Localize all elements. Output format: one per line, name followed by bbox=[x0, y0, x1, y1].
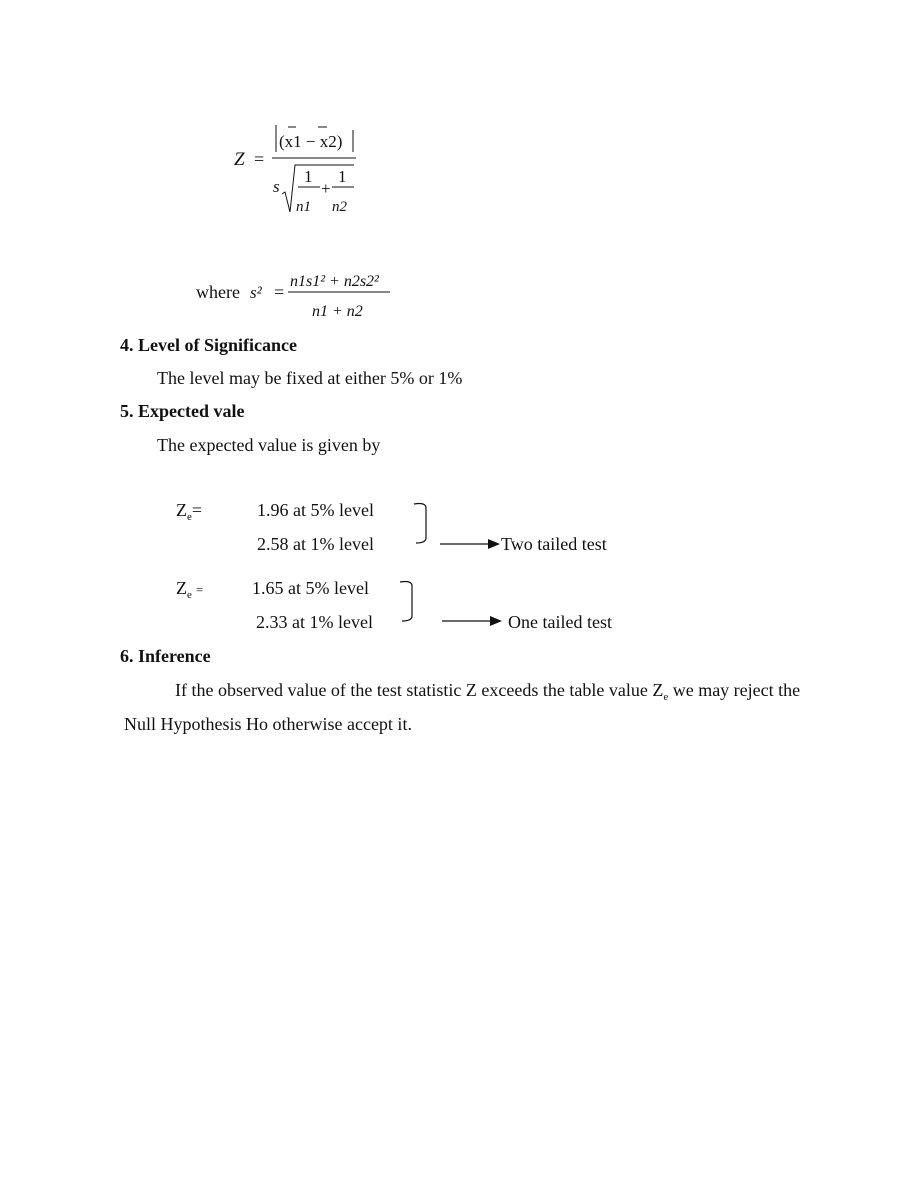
two-tailed-brace-arrow bbox=[412, 500, 502, 550]
one-tailed-label: One tailed test bbox=[508, 612, 612, 632]
s2-formula-where: where bbox=[196, 282, 240, 302]
s2-formula-equals: = bbox=[274, 282, 285, 302]
z-formula-frac1-den: n1 bbox=[296, 199, 311, 215]
section6-line2: Null Hypothesis Ho otherwise accept it. bbox=[124, 714, 412, 734]
z-formula bbox=[230, 120, 370, 220]
two-tailed-z-label bbox=[176, 500, 202, 523]
one-tailed-z-symbol: Z bbox=[176, 578, 187, 598]
one-tailed-brace-arrow bbox=[398, 578, 508, 628]
z-formula-frac2-den: n2 bbox=[332, 199, 347, 215]
section5-heading: 5. Expected vale bbox=[120, 401, 245, 421]
s2-formula-lhs: s² bbox=[250, 283, 262, 302]
two-tailed-brace bbox=[414, 504, 426, 544]
s2-formula-numerator: n1s1² + n2s2² bbox=[290, 273, 379, 290]
s2-formula-denominator: n1 + n2 bbox=[312, 303, 363, 320]
z-formula-equals: = bbox=[254, 149, 265, 169]
two-tailed-z-subscript: e bbox=[187, 511, 192, 523]
section6-line1 bbox=[175, 680, 800, 703]
section6-heading: 6. Inference bbox=[120, 646, 211, 666]
two-tailed-line1: 1.96 at 5% level bbox=[257, 500, 374, 520]
section6-line1-subscript: e bbox=[663, 691, 669, 703]
z-formula-plus: + bbox=[321, 179, 331, 198]
one-tailed-arrow-head bbox=[490, 616, 502, 626]
z-formula-lhs: Z bbox=[234, 149, 245, 170]
section6-line1-part1: If the observed value of the test statistic Z exceeds the table value Z bbox=[175, 680, 664, 700]
z-formula-coef: s bbox=[273, 177, 280, 196]
s2-formula bbox=[194, 262, 404, 324]
section5-text: The expected value is given by bbox=[157, 435, 381, 455]
section4-text: The level may be fixed at either 5% or 1% bbox=[157, 368, 463, 388]
z-formula-frac1-num: 1 bbox=[304, 167, 313, 186]
two-tailed-z-equals: = bbox=[191, 500, 203, 520]
one-tailed-z-label bbox=[176, 578, 203, 601]
one-tailed-z-equals: = bbox=[195, 582, 204, 597]
two-tailed-arrow-head bbox=[488, 539, 500, 549]
one-tailed-line2: 2.33 at 1% level bbox=[256, 612, 373, 632]
one-tailed-z-subscript: e bbox=[187, 589, 192, 601]
two-tailed-z-symbol: Z bbox=[176, 500, 187, 520]
section6-line1-part2: we may reject the bbox=[668, 680, 801, 700]
section4-heading: 4. Level of Significance bbox=[120, 335, 297, 355]
z-formula-numerator: (x1 − x2) bbox=[279, 132, 343, 151]
one-tailed-brace bbox=[400, 582, 412, 622]
one-tailed-line1: 1.65 at 5% level bbox=[252, 578, 369, 598]
z-formula-frac2-num: 1 bbox=[338, 167, 347, 186]
two-tailed-label: Two tailed test bbox=[501, 534, 607, 554]
two-tailed-line2: 2.58 at 1% level bbox=[257, 534, 374, 554]
